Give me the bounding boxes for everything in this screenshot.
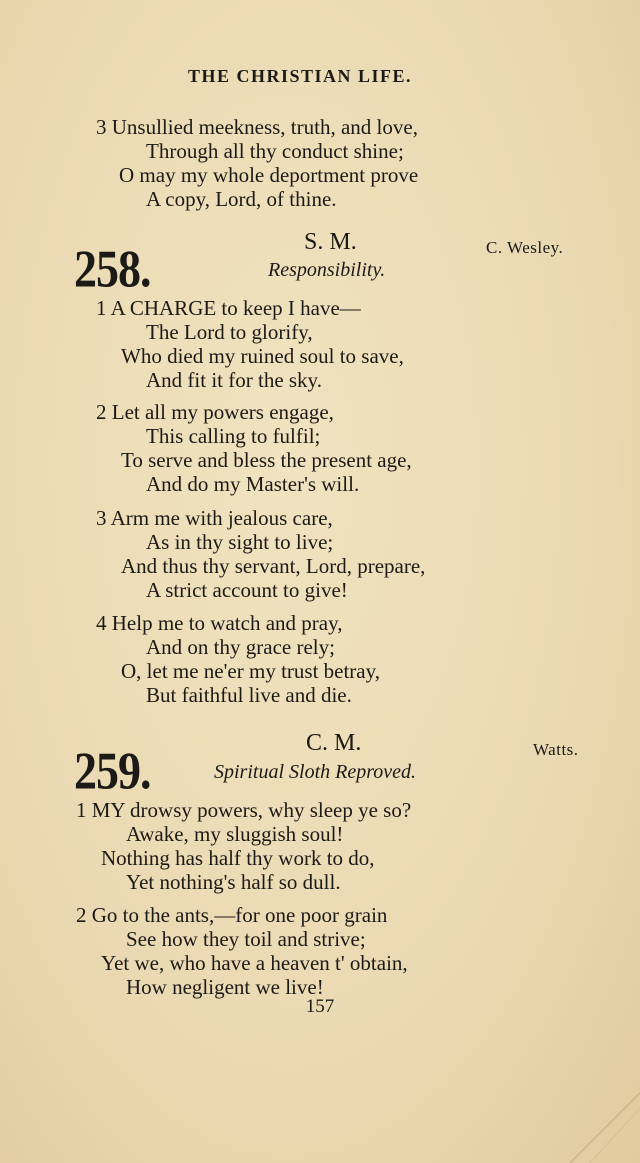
- verse-line: And fit it for the sky.: [146, 368, 322, 392]
- verse-line: Nothing has half thy work to do,: [101, 846, 375, 870]
- verse-line: And on thy grace rely;: [146, 635, 335, 659]
- hymn-subject: Spiritual Sloth Reproved.: [214, 761, 417, 783]
- hymn-number: 258.: [74, 239, 151, 298]
- verse-line: A strict account to give!: [146, 578, 348, 602]
- verse-line: And thus thy servant, Lord, prepare,: [121, 554, 426, 578]
- hymn-number: 259.: [74, 741, 151, 800]
- verse-line: Who died my ruined soul to save,: [121, 344, 404, 368]
- verse-line: As in thy sight to live;: [146, 530, 334, 554]
- verse-line: 3 Unsullied meekness, truth, and love,: [96, 115, 418, 139]
- verse-line: Yet we, who have a heaven t' obtain,: [101, 951, 408, 975]
- verse-line: The Lord to glorify,: [146, 320, 313, 344]
- verse-line: 4 Help me to watch and pray,: [96, 611, 343, 635]
- verse-line: O may my whole deportment prove: [119, 163, 419, 187]
- verse-line: Through all thy conduct shine;: [146, 139, 404, 163]
- verse-line: Yet nothing's half so dull.: [126, 870, 341, 894]
- verse-line: How negligent we live!: [126, 975, 324, 999]
- verse-line: To serve and bless the present age,: [121, 448, 412, 472]
- verse-line: This calling to fulfil;: [146, 424, 321, 448]
- verse-line: 1 MY drowsy powers, why sleep ye so?: [76, 798, 412, 822]
- running-header: THE CHRISTIAN LIFE.: [187, 66, 413, 86]
- verse-line: 3 Arm me with jealous care,: [96, 506, 333, 530]
- hymn-subject: Responsibility.: [268, 259, 386, 281]
- verse-line: A copy, Lord, of thine.: [146, 187, 337, 211]
- verse-line: 1 A CHARGE to keep I have—: [96, 296, 361, 320]
- verse-line: And do my Master's will.: [146, 472, 360, 496]
- page-number: 157: [305, 996, 335, 1017]
- hymn-author: C. Wesley.: [486, 238, 564, 257]
- verse-line: But faithful live and die.: [146, 683, 352, 707]
- hymn-meter: C. M.: [306, 730, 362, 756]
- hymn-meter: S. M.: [304, 229, 357, 255]
- verse-line: 2 Go to the ants,—for one poor grain: [76, 903, 388, 927]
- verse-line: O, let me ne'er my trust betray,: [121, 659, 381, 683]
- page-corner-mark: [550, 1073, 640, 1163]
- verse-line: 2 Let all my powers engage,: [96, 400, 334, 424]
- hymn-author: Watts.: [533, 740, 579, 759]
- verse-line: Awake, my sluggish soul!: [126, 822, 344, 846]
- verse-line: See how they toil and strive;: [126, 927, 366, 951]
